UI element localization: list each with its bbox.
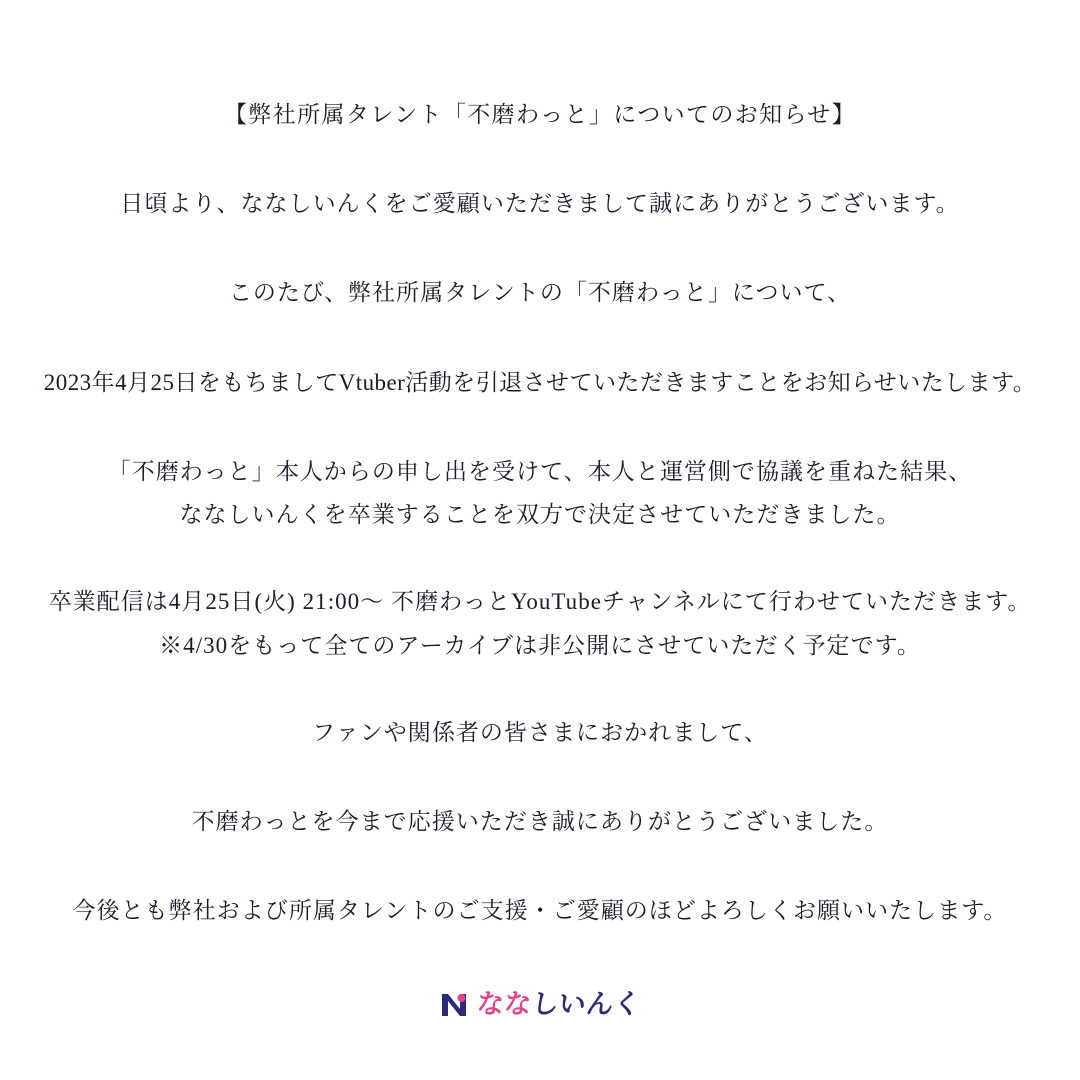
paragraph-thanks bbox=[192, 803, 889, 840]
footer-logo-text-pink: なな bbox=[475, 989, 534, 1020]
footer-logo-text bbox=[476, 991, 642, 1018]
paragraph-retirement-date bbox=[44, 364, 1036, 401]
paragraph-to-fans bbox=[312, 714, 768, 751]
page-title: 【弊社所属タレント「不磨わっと」についてのお知らせ】 bbox=[224, 102, 856, 127]
paragraph-line: このたび、弊社所属タレントの「不磨わっと」について、 bbox=[228, 280, 852, 306]
footer-logo-text-blue: しいんく bbox=[530, 989, 643, 1020]
paragraph-graduation-stream bbox=[49, 583, 1032, 664]
paragraph-line: ファンや関係者の皆さまにおかれまして、 bbox=[312, 719, 768, 745]
paragraph-line: ななしいんくを卒業することを双方で決定させていただきました。 bbox=[179, 502, 901, 527]
footer-logo bbox=[439, 990, 641, 1020]
paragraph-line: 今後とも弊社および所属タレントのご支援・ご愛顧のほどよろしくお願いいたします。 bbox=[72, 898, 1008, 924]
paragraph-line: ※4/30をもって全てのアーカイブは非公開にさせていただく予定です。 bbox=[159, 632, 921, 658]
paragraph-greeting bbox=[120, 185, 959, 222]
nanashi-inc-logo-icon bbox=[439, 990, 469, 1020]
paragraph-line: 不磨わっとを今まで応援いただき誠にありがとうございました。 bbox=[191, 809, 889, 834]
paragraph-line: 日頃より、ななしいんくをご愛顧いただきまして誠にありがとうございます。 bbox=[120, 191, 960, 216]
paragraph-line: 2023年4月25日をもちましてVtuber活動を引退させていただきますことをお知らせいたします。 bbox=[43, 369, 1037, 395]
paragraph-decision bbox=[108, 453, 973, 534]
paragraph-intro bbox=[229, 274, 851, 311]
paragraph-closing bbox=[73, 892, 1008, 929]
paragraph-line: 卒業配信は4月25日(火) 21:00〜 不磨わっとYouTubeチャンネルにて行わせていただきます。 bbox=[48, 589, 1032, 615]
paragraph-line: 「不磨わっと」本人からの申し出を受けて、本人と運営側で協議を重ねた結果、 bbox=[107, 458, 973, 484]
